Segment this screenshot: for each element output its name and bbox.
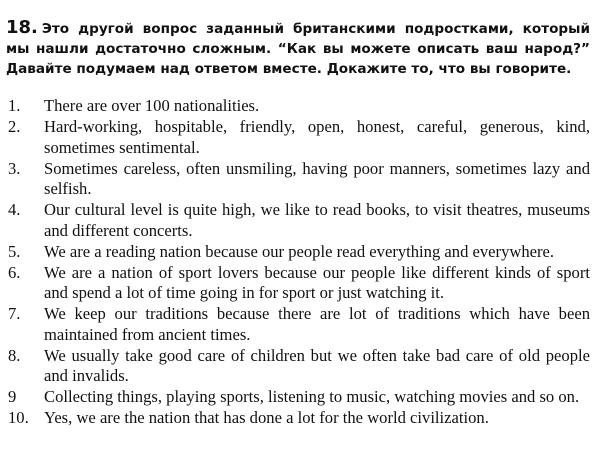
task-instruction: Это другой вопрос заданный британскими подростками, который мы нашли достаточно сложным. “Как вы можете описать ваш народ?” Давайте подумаем над ответом вместе. Докажите то, что вы говорите. xyxy=(6,20,590,77)
item-number: 1. xyxy=(8,96,21,115)
item-number: 7. xyxy=(8,304,21,323)
task-header xyxy=(6,18,590,79)
item-number: 6. xyxy=(8,262,21,282)
item-number: 8. xyxy=(8,345,21,365)
item-number: 9 xyxy=(8,387,17,406)
list-item xyxy=(0,117,590,158)
item-number: 2. xyxy=(8,117,21,136)
item-text: We usually take good care of children but we often take bad care of old people and invalids. xyxy=(44,345,590,385)
item-text: Our cultural level is quite high, we like to read books, to visit theatres, museums and different concerts. xyxy=(44,200,590,240)
item-number: 4. xyxy=(8,200,21,219)
list-item xyxy=(0,304,590,345)
item-text: Hard-working, hospitable, friendly, open, honest, careful, generous, kind, sometimes sentimental. xyxy=(44,117,590,157)
task-number: 18. xyxy=(6,16,38,38)
list-item xyxy=(0,200,590,241)
list-item xyxy=(0,263,590,304)
list-item xyxy=(0,96,590,117)
item-text: We are a reading nation because our people read everything and everywhere. xyxy=(44,241,555,261)
item-text: There are over 100 nationalities. xyxy=(44,96,260,115)
item-text: Yes, we are the nation that has done a lot for the world civilization. xyxy=(44,408,489,427)
item-text: We are a nation of sport lovers because our people like different kinds of sport and spend a lot of time going in for sport or just watching it. xyxy=(44,262,590,302)
list-item xyxy=(0,242,590,263)
item-number: 10. xyxy=(8,408,29,427)
list-item xyxy=(0,346,590,387)
list-item xyxy=(0,408,590,429)
item-number: 3. xyxy=(8,158,21,178)
list-item xyxy=(0,387,590,408)
list-item xyxy=(0,159,590,200)
item-text: Collecting things, playing sports, listening to music, watching movies and so on. xyxy=(44,387,580,406)
answer-list xyxy=(0,96,590,429)
item-number: 5. xyxy=(8,241,21,261)
item-text: We keep our traditions because there are lot of traditions which have been maintained from ancient times. xyxy=(44,304,590,344)
item-text: Sometimes careless, often unsmiling, having poor manners, sometimes lazy and selfish. xyxy=(44,158,590,198)
